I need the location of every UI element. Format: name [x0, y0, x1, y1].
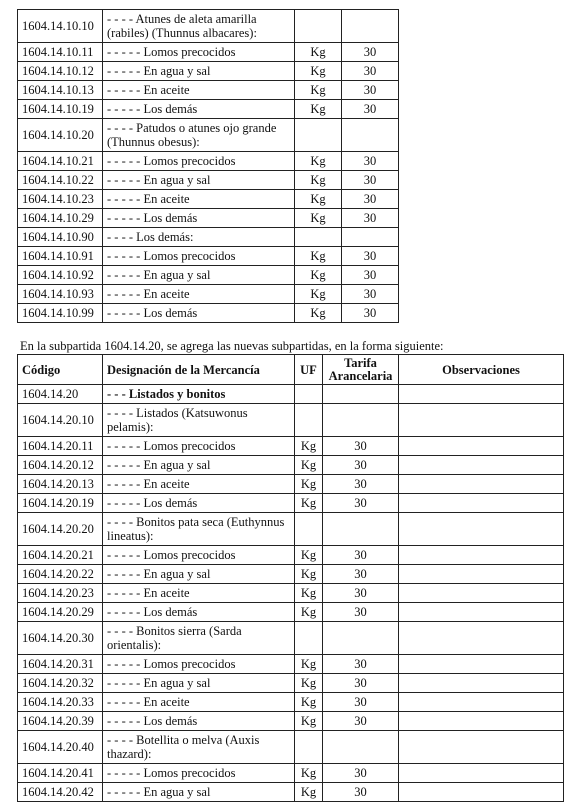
- designation-cell: - - - - - Los demás: [103, 712, 295, 731]
- uf-cell: Kg: [295, 494, 323, 513]
- code-cell: 1604.14.20.40: [18, 731, 103, 764]
- tariff-cell: [323, 731, 399, 764]
- header-observations: Observaciones: [399, 355, 564, 385]
- table-row: [18, 603, 564, 622]
- code-cell: 1604.14.10.29: [18, 209, 103, 228]
- code-cell: 1604.14.10.13: [18, 81, 103, 100]
- designation-cell: - - - - Bonitos pata seca (Euthynnus lineatus):: [103, 513, 295, 546]
- code-cell: 1604.14.20.31: [18, 655, 103, 674]
- tariff-table-body: [18, 385, 564, 802]
- tariff-cell: 30: [342, 171, 399, 190]
- observations-cell: [399, 622, 564, 655]
- table-row: [18, 475, 564, 494]
- tariff-cell: 30: [323, 783, 399, 802]
- observations-cell: [399, 764, 564, 783]
- uf-cell: Kg: [295, 764, 323, 783]
- table-row: [18, 712, 564, 731]
- uf-cell: Kg: [295, 603, 323, 622]
- tariff-cell: 30: [323, 764, 399, 783]
- observations-cell: [399, 456, 564, 475]
- table-row: [18, 152, 399, 171]
- uf-cell: Kg: [295, 171, 342, 190]
- table-row: [18, 764, 564, 783]
- code-cell: 1604.14.20.13: [18, 475, 103, 494]
- table-header-row: [18, 355, 564, 385]
- table-row: [18, 546, 564, 565]
- tariff-cell: 30: [323, 712, 399, 731]
- designation-cell: - - - - - Los demás: [103, 304, 295, 323]
- table-row: [18, 456, 564, 475]
- uf-cell: Kg: [295, 783, 323, 802]
- tariff-cell: [323, 622, 399, 655]
- code-cell: 1604.14.20: [18, 385, 103, 404]
- tariff-cell: 30: [323, 693, 399, 712]
- table-row: [18, 171, 399, 190]
- tariff-cell: 30: [323, 603, 399, 622]
- header-designation: Designación de la Mercancía: [103, 355, 295, 385]
- uf-cell: Kg: [295, 437, 323, 456]
- code-cell: 1604.14.10.11: [18, 43, 103, 62]
- code-cell: 1604.14.10.93: [18, 285, 103, 304]
- uf-cell: Kg: [295, 584, 323, 603]
- code-cell: 1604.14.20.21: [18, 546, 103, 565]
- table-row: [18, 81, 399, 100]
- uf-cell: [295, 622, 323, 655]
- tariff-cell: 30: [342, 81, 399, 100]
- code-cell: 1604.14.10.92: [18, 266, 103, 285]
- table-row: [18, 674, 564, 693]
- code-cell: 1604.14.20.30: [18, 622, 103, 655]
- designation-cell: - - - - - Lomos precocidos: [103, 655, 295, 674]
- code-cell: 1604.14.20.39: [18, 712, 103, 731]
- tariff-cell: 30: [342, 152, 399, 171]
- table-row: [18, 304, 399, 323]
- observations-cell: [399, 603, 564, 622]
- code-cell: 1604.14.10.21: [18, 152, 103, 171]
- uf-cell: Kg: [295, 247, 342, 266]
- tariff-cell: 30: [342, 266, 399, 285]
- section-caption: En la subpartida 1604.14.20, se agrega las nuevas subpartidas, en la forma siguiente:: [20, 339, 444, 353]
- tariff-cell: 30: [342, 285, 399, 304]
- code-cell: 1604.14.20.41: [18, 764, 103, 783]
- uf-cell: [295, 119, 342, 152]
- designation-cell: - - - - - Los demás: [103, 209, 295, 228]
- uf-cell: [295, 731, 323, 764]
- observations-cell: [399, 404, 564, 437]
- tariff-cell: [342, 10, 399, 43]
- tariff-cell: 30: [323, 584, 399, 603]
- designation-cell: - - - - Botellita o melva (Auxis thazard):: [103, 731, 295, 764]
- uf-cell: [295, 404, 323, 437]
- tariff-cell: 30: [342, 304, 399, 323]
- tariff-cell: 30: [323, 456, 399, 475]
- code-cell: 1604.14.10.99: [18, 304, 103, 323]
- designation-cell: - - - - - Lomos precocidos: [103, 247, 295, 266]
- designation-cell: - - - Listados y bonitos: [103, 385, 295, 404]
- table-row: [18, 209, 399, 228]
- designation-cell: - - - - - En agua y sal: [103, 565, 295, 584]
- observations-cell: [399, 385, 564, 404]
- code-cell: 1604.14.10.12: [18, 62, 103, 81]
- designation-cell: - - - - - En agua y sal: [103, 783, 295, 802]
- designation-cell: - - - - - En agua y sal: [103, 674, 295, 693]
- table-row: [18, 266, 399, 285]
- code-cell: 1604.14.10.23: [18, 190, 103, 209]
- uf-cell: Kg: [295, 304, 342, 323]
- tariff-cell: [342, 119, 399, 152]
- header-tariff: Tarifa Arancelaria: [323, 355, 399, 385]
- designation-cell: - - - - - En agua y sal: [103, 171, 295, 190]
- code-cell: 1604.14.10.20: [18, 119, 103, 152]
- observations-cell: [399, 783, 564, 802]
- code-cell: 1604.14.20.23: [18, 584, 103, 603]
- table-row: [18, 584, 564, 603]
- designation-cell: - - - - - Lomos precocidos: [103, 764, 295, 783]
- uf-cell: Kg: [295, 475, 323, 494]
- tariff-cell: [342, 228, 399, 247]
- code-cell: 1604.14.20.33: [18, 693, 103, 712]
- observations-cell: [399, 475, 564, 494]
- tariff-cell: 30: [342, 43, 399, 62]
- table-row: [18, 437, 564, 456]
- tariff-table-body: [18, 10, 399, 323]
- designation-cell: - - - - - Los demás: [103, 494, 295, 513]
- designation-cell: - - - - - En agua y sal: [103, 62, 295, 81]
- tariff-cell: [323, 404, 399, 437]
- designation-cell: - - - - Listados (Katsuwonus pelamis):: [103, 404, 295, 437]
- designation-cell: - - - - Bonitos sierra (Sarda orientalis):: [103, 622, 295, 655]
- uf-cell: Kg: [295, 565, 323, 584]
- code-cell: 1604.14.10.10: [18, 10, 103, 43]
- designation-cell: - - - - Los demás:: [103, 228, 295, 247]
- designation-cell: - - - - - Lomos precocidos: [103, 437, 295, 456]
- designation-cell: - - - - - En agua y sal: [103, 266, 295, 285]
- designation-cell: - - - - - En aceite: [103, 584, 295, 603]
- observations-cell: [399, 693, 564, 712]
- uf-cell: [295, 10, 342, 43]
- table-row: [18, 10, 399, 43]
- observations-cell: [399, 513, 564, 546]
- code-cell: 1604.14.10.19: [18, 100, 103, 119]
- uf-cell: [295, 513, 323, 546]
- code-cell: 1604.14.10.22: [18, 171, 103, 190]
- uf-cell: Kg: [295, 100, 342, 119]
- code-cell: 1604.14.20.29: [18, 603, 103, 622]
- observations-cell: [399, 494, 564, 513]
- uf-cell: Kg: [295, 190, 342, 209]
- code-cell: 1604.14.20.11: [18, 437, 103, 456]
- uf-cell: Kg: [295, 266, 342, 285]
- designation-cell: - - - - - En aceite: [103, 693, 295, 712]
- table-row: [18, 228, 399, 247]
- table-row: [18, 513, 564, 546]
- tariff-cell: 30: [323, 546, 399, 565]
- designation-cell: - - - - - En aceite: [103, 81, 295, 100]
- code-cell: 1604.14.20.19: [18, 494, 103, 513]
- code-cell: 1604.14.20.12: [18, 456, 103, 475]
- designation-cell: - - - - - Los demás: [103, 100, 295, 119]
- observations-cell: [399, 731, 564, 764]
- designation-cell: - - - - Patudos o atunes ojo grande (Thunnus obesus):: [103, 119, 295, 152]
- designation-cell: - - - - - Lomos precocidos: [103, 43, 295, 62]
- table-row: [18, 404, 564, 437]
- table-row: [18, 385, 564, 404]
- uf-cell: Kg: [295, 655, 323, 674]
- uf-cell: Kg: [295, 546, 323, 565]
- uf-cell: Kg: [295, 209, 342, 228]
- designation-cell: - - - - - Lomos precocidos: [103, 152, 295, 171]
- uf-cell: Kg: [295, 62, 342, 81]
- table-row: [18, 622, 564, 655]
- code-cell: 1604.14.20.42: [18, 783, 103, 802]
- uf-cell: Kg: [295, 43, 342, 62]
- observations-cell: [399, 712, 564, 731]
- tariff-cell: 30: [342, 190, 399, 209]
- uf-cell: [295, 228, 342, 247]
- uf-cell: Kg: [295, 674, 323, 693]
- table-row: [18, 655, 564, 674]
- uf-cell: Kg: [295, 81, 342, 100]
- code-cell: 1604.14.10.90: [18, 228, 103, 247]
- table-row: [18, 43, 399, 62]
- tariff-cell: 30: [323, 494, 399, 513]
- table-row: [18, 285, 399, 304]
- code-cell: 1604.14.20.22: [18, 565, 103, 584]
- designation-cell: - - - - - Lomos precocidos: [103, 546, 295, 565]
- code-cell: 1604.14.10.91: [18, 247, 103, 266]
- observations-cell: [399, 584, 564, 603]
- uf-cell: Kg: [295, 285, 342, 304]
- header-code: Código: [18, 355, 103, 385]
- header-uf: UF: [295, 355, 323, 385]
- designation-cell: - - - - Atunes de aleta amarilla (rabiles) (Thunnus albacares):: [103, 10, 295, 43]
- designation-cell: - - - - - En aceite: [103, 475, 295, 494]
- tariff-cell: 30: [342, 209, 399, 228]
- tariff-cell: 30: [323, 655, 399, 674]
- code-cell: 1604.14.20.20: [18, 513, 103, 546]
- table-row: [18, 100, 399, 119]
- tariff-cell: [323, 385, 399, 404]
- observations-cell: [399, 546, 564, 565]
- tariff-cell: [323, 513, 399, 546]
- table-row: [18, 693, 564, 712]
- observations-cell: [399, 565, 564, 584]
- uf-cell: Kg: [295, 152, 342, 171]
- designation-cell: - - - - - Los demás: [103, 603, 295, 622]
- tariff-cell: 30: [342, 62, 399, 81]
- tariff-cell: 30: [323, 437, 399, 456]
- observations-cell: [399, 655, 564, 674]
- tariff-cell: 30: [323, 674, 399, 693]
- uf-cell: [295, 385, 323, 404]
- tariff-table-1604-14-20: [17, 354, 564, 802]
- observations-cell: [399, 674, 564, 693]
- table-row: [18, 247, 399, 266]
- code-cell: 1604.14.20.32: [18, 674, 103, 693]
- table-row: [18, 62, 399, 81]
- designation-cell: - - - - - En aceite: [103, 285, 295, 304]
- designation-cell: - - - - - En aceite: [103, 190, 295, 209]
- table-row: [18, 565, 564, 584]
- tariff-cell: 30: [323, 565, 399, 584]
- uf-cell: Kg: [295, 712, 323, 731]
- designation-cell: - - - - - En agua y sal: [103, 456, 295, 475]
- table-row: [18, 783, 564, 802]
- uf-cell: Kg: [295, 693, 323, 712]
- uf-cell: Kg: [295, 456, 323, 475]
- table-row: [18, 190, 399, 209]
- tariff-cell: 30: [342, 247, 399, 266]
- table-row: [18, 119, 399, 152]
- tariff-cell: 30: [342, 100, 399, 119]
- tariff-cell: 30: [323, 475, 399, 494]
- code-cell: 1604.14.20.10: [18, 404, 103, 437]
- table-row: [18, 731, 564, 764]
- observations-cell: [399, 437, 564, 456]
- tariff-table-1604-14-10: [17, 9, 399, 323]
- table-row: [18, 494, 564, 513]
